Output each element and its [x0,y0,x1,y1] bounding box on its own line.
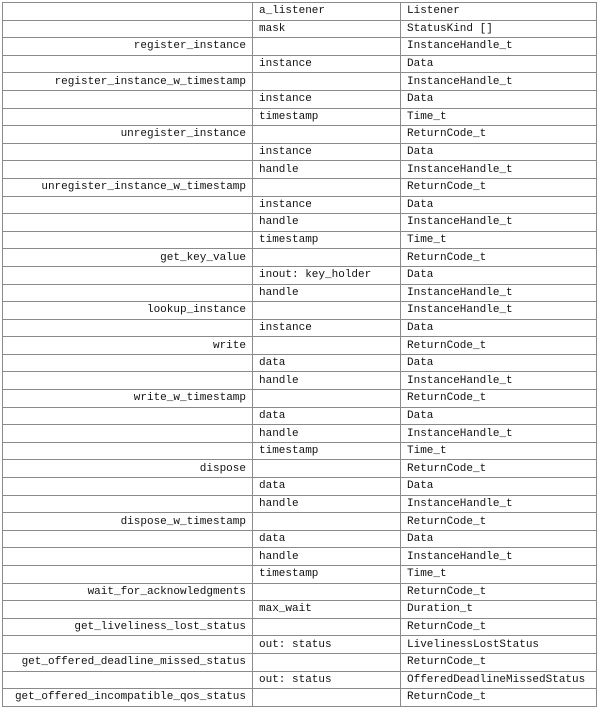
operation-cell: unregister_instance_w_timestamp [3,178,253,196]
table-row [3,566,597,584]
operation-cell: get_offered_incompatible_qos_status [3,689,253,707]
type-cell: ReturnCode_t [401,249,597,267]
table-row [3,636,597,654]
operation-cell: unregister_instance [3,126,253,144]
parameter-cell: instance [253,319,401,337]
table-row [3,3,597,21]
type-cell: Time_t [401,108,597,126]
operation-cell: write_w_timestamp [3,390,253,408]
table-row [3,354,597,372]
table-row [3,495,597,513]
operation-cell [3,284,253,302]
operation-cell [3,90,253,108]
table-row [3,143,597,161]
type-cell: ReturnCode_t [401,653,597,671]
table-row [3,460,597,478]
operation-cell [3,548,253,566]
type-cell: ReturnCode_t [401,583,597,601]
table-row [3,671,597,689]
operations-table-body [3,3,597,707]
type-cell: Time_t [401,231,597,249]
type-cell: InstanceHandle_t [401,73,597,91]
operation-cell: dispose_w_timestamp [3,513,253,531]
type-cell: ReturnCode_t [401,178,597,196]
type-cell: Data [401,319,597,337]
operation-cell [3,266,253,284]
type-cell: Data [401,478,597,496]
parameter-cell: data [253,407,401,425]
operation-cell [3,3,253,21]
type-cell: StatusKind [] [401,20,597,38]
table-row [3,513,597,531]
operation-cell: write [3,337,253,355]
type-cell: ReturnCode_t [401,337,597,355]
operation-cell: lookup_instance [3,302,253,320]
parameter-cell: handle [253,284,401,302]
type-cell: ReturnCode_t [401,513,597,531]
type-cell: InstanceHandle_t [401,302,597,320]
parameter-cell [253,337,401,355]
type-cell: InstanceHandle_t [401,548,597,566]
operation-cell: dispose [3,460,253,478]
parameter-cell [253,178,401,196]
table-row [3,196,597,214]
type-cell: LivelinessLostStatus [401,636,597,654]
type-cell: ReturnCode_t [401,460,597,478]
operation-cell [3,55,253,73]
type-cell: Data [401,90,597,108]
operation-cell [3,108,253,126]
table-row [3,73,597,91]
operation-cell [3,442,253,460]
type-cell: Duration_t [401,601,597,619]
parameter-cell [253,653,401,671]
type-cell: Data [401,55,597,73]
table-row [3,442,597,460]
table-row [3,90,597,108]
parameter-cell [253,38,401,56]
operation-cell: wait_for_acknowledgments [3,583,253,601]
table-row [3,337,597,355]
parameter-cell: out: status [253,636,401,654]
parameter-cell: mask [253,20,401,38]
parameter-cell [253,460,401,478]
table-row [3,108,597,126]
table-row [3,425,597,443]
type-cell: InstanceHandle_t [401,284,597,302]
operation-cell [3,530,253,548]
table-row [3,583,597,601]
operation-cell [3,636,253,654]
parameter-cell: out: status [253,671,401,689]
parameter-cell: timestamp [253,566,401,584]
operation-cell: get_key_value [3,249,253,267]
parameter-cell: instance [253,90,401,108]
parameter-cell [253,249,401,267]
type-cell: Data [401,143,597,161]
table-row [3,214,597,232]
operation-cell [3,196,253,214]
parameter-cell: handle [253,548,401,566]
parameter-cell: timestamp [253,231,401,249]
table-row [3,372,597,390]
operation-cell [3,425,253,443]
operation-cell [3,566,253,584]
parameter-cell: handle [253,214,401,232]
table-row [3,618,597,636]
parameter-cell: timestamp [253,442,401,460]
parameter-cell [253,302,401,320]
parameter-cell [253,618,401,636]
parameter-cell: inout: key_holder [253,266,401,284]
table-row [3,161,597,179]
table-row [3,249,597,267]
table-row [3,407,597,425]
type-cell: Data [401,354,597,372]
type-cell: Data [401,196,597,214]
parameter-cell [253,73,401,91]
parameter-cell [253,513,401,531]
operation-cell [3,20,253,38]
table-row [3,478,597,496]
operation-cell [3,407,253,425]
type-cell: Data [401,530,597,548]
table-row [3,38,597,56]
operation-cell: register_instance [3,38,253,56]
table-row [3,548,597,566]
table-row [3,178,597,196]
operation-cell: get_offered_deadline_missed_status [3,653,253,671]
parameter-cell [253,126,401,144]
type-cell: InstanceHandle_t [401,425,597,443]
parameter-cell: a_listener [253,3,401,21]
parameter-cell: instance [253,196,401,214]
operation-cell [3,214,253,232]
operation-cell [3,231,253,249]
parameter-cell [253,689,401,707]
parameter-cell: handle [253,161,401,179]
operation-cell [3,354,253,372]
table-row [3,55,597,73]
table-row [3,689,597,707]
parameter-cell: handle [253,372,401,390]
table-row [3,266,597,284]
operation-cell [3,161,253,179]
type-cell: ReturnCode_t [401,618,597,636]
operation-cell [3,495,253,513]
operation-cell [3,319,253,337]
parameter-cell: instance [253,55,401,73]
type-cell: InstanceHandle_t [401,372,597,390]
type-cell: InstanceHandle_t [401,38,597,56]
operation-cell [3,671,253,689]
table-row [3,284,597,302]
operation-cell: get_liveliness_lost_status [3,618,253,636]
parameter-cell: handle [253,495,401,513]
operation-cell [3,372,253,390]
parameter-cell: instance [253,143,401,161]
type-cell: ReturnCode_t [401,689,597,707]
type-cell: InstanceHandle_t [401,495,597,513]
type-cell: Time_t [401,566,597,584]
operation-cell [3,143,253,161]
table-row [3,20,597,38]
type-cell: Time_t [401,442,597,460]
type-cell: ReturnCode_t [401,390,597,408]
type-cell: OfferedDeadlineMissedStatus [401,671,597,689]
parameter-cell: handle [253,425,401,443]
parameter-cell: data [253,354,401,372]
type-cell: InstanceHandle_t [401,161,597,179]
table-row [3,319,597,337]
table-row [3,390,597,408]
table-row [3,231,597,249]
type-cell: Listener [401,3,597,21]
type-cell: Data [401,407,597,425]
table-row [3,530,597,548]
table-row [3,601,597,619]
type-cell: Data [401,266,597,284]
type-cell: ReturnCode_t [401,126,597,144]
parameter-cell: data [253,530,401,548]
type-cell: InstanceHandle_t [401,214,597,232]
table-row [3,126,597,144]
parameter-cell [253,583,401,601]
operation-cell [3,478,253,496]
table-row [3,653,597,671]
parameter-cell: data [253,478,401,496]
operation-cell [3,601,253,619]
parameter-cell: max_wait [253,601,401,619]
table-row [3,302,597,320]
parameter-cell [253,390,401,408]
operations-table [2,2,597,707]
parameter-cell: timestamp [253,108,401,126]
operation-cell: register_instance_w_timestamp [3,73,253,91]
